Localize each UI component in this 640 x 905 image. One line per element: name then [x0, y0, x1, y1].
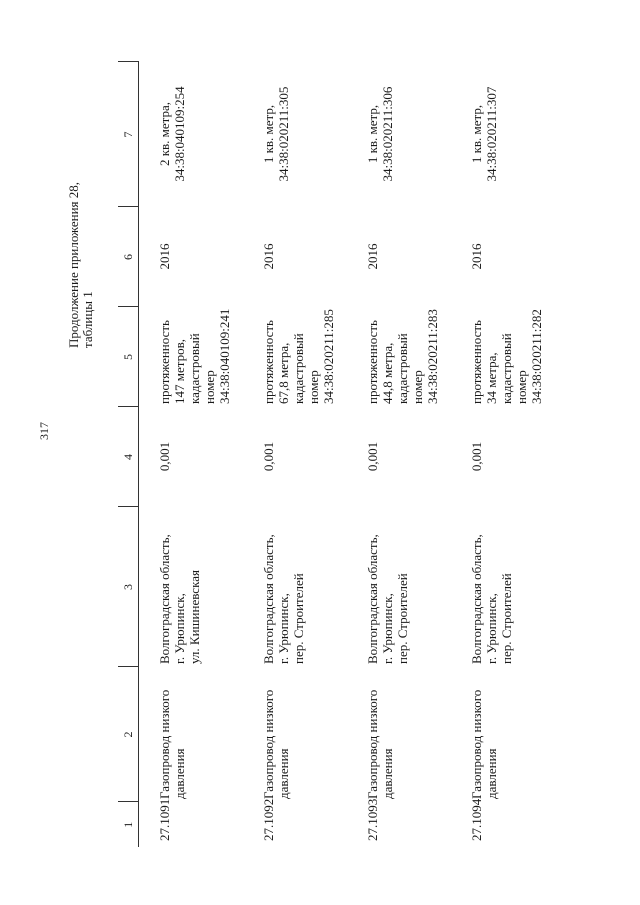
cell-line: кадастровый [499, 333, 514, 404]
cell-line: номер [202, 370, 217, 404]
cell-line: г. Урюпинск, [484, 593, 499, 664]
cell-line: давления [380, 748, 395, 799]
cell-line: 67,8 метра, [276, 342, 291, 404]
cell-line: 1 кв. метр, [469, 104, 484, 164]
cell-id: 27.1092 [261, 798, 276, 841]
cell-line: 34:38:020211:305 [276, 86, 291, 182]
cell-description [243, 307, 347, 407]
cell-address [451, 507, 555, 667]
cell-line: пер. Строителей [395, 573, 410, 664]
cell-line: 34:38:020211:282 [529, 309, 544, 404]
cell-line: кадастровый [291, 333, 306, 404]
cell-line: ул. Кишиневская [187, 570, 202, 664]
col-header-6: 6 [118, 207, 139, 307]
caption-line-2: таблицы 1 [80, 291, 95, 348]
col-header-4: 4 [118, 407, 139, 507]
cell-land-plot [347, 62, 451, 207]
col-header-2: 2 [118, 667, 139, 802]
cell-object-name [451, 667, 555, 802]
table-row [243, 62, 347, 847]
caption-line-1: Продолжение приложения 28, [66, 181, 81, 348]
cell-line: 34 метра, [484, 352, 499, 404]
cell-line: кадастровый [187, 333, 202, 404]
cell-description [139, 307, 244, 407]
cell-value: 0,001 [365, 441, 380, 472]
cell-line: пер. Строителей [291, 573, 306, 664]
cell-land-plot [139, 62, 244, 207]
cell-line: давления [276, 748, 291, 799]
cell-line: давления [484, 748, 499, 799]
cell-line: г. Урюпинск, [380, 593, 395, 664]
cell-value: 0,001 [469, 441, 484, 472]
cell-line: 2 кв. метра, [157, 101, 172, 167]
cell-line: 34:38:040109:241 [217, 308, 232, 404]
cell-line: 34:38:020211:307 [484, 86, 499, 182]
cell-line: протяженность [365, 320, 380, 404]
cell-line: 34:38:020211:306 [380, 86, 395, 182]
cell-line: Газопровод низкого [469, 689, 484, 799]
cell-object-name [139, 667, 244, 802]
cell-line: Газопровод низкого [365, 689, 380, 799]
table-row [139, 62, 244, 847]
table-row [451, 62, 555, 847]
cell-line: протяженность [157, 320, 172, 404]
cell-line: Волгоградская область, [261, 534, 276, 664]
cell-line: Газопровод низкого [261, 689, 276, 799]
cell-line: 1 кв. метр, [365, 104, 380, 164]
data-table [118, 62, 555, 848]
page-number: 317 [37, 422, 51, 440]
cell-line: номер [410, 370, 425, 404]
cell-year: 2016 [157, 243, 172, 270]
cell-line: протяженность [469, 320, 484, 404]
col-header-7: 7 [118, 62, 139, 207]
col-header-1: 1 [118, 802, 139, 847]
cell-line: г. Урюпинск, [172, 593, 187, 664]
cell-object-name [243, 667, 347, 802]
col-header-5: 5 [118, 307, 139, 407]
cell-id: 27.1094 [469, 798, 484, 841]
cell-line: 34:38:020211:283 [425, 309, 440, 404]
cell-address [243, 507, 347, 667]
table-row [347, 62, 451, 847]
cell-line: 34:38:020211:285 [321, 309, 336, 404]
cell-description [451, 307, 555, 407]
table-header-row [118, 62, 139, 847]
cell-line: номер [306, 370, 321, 404]
rotated-table-container [118, 62, 568, 847]
cell-line: Газопровод низкого [157, 689, 172, 799]
cell-land-plot [243, 62, 347, 207]
table-caption [66, 181, 95, 348]
cell-line: кадастровый [395, 333, 410, 404]
cell-year: 2016 [261, 243, 276, 270]
cell-line: 34:38:040109:254 [172, 86, 187, 182]
cell-year: 2016 [365, 243, 380, 270]
cell-line: 147 метров, [172, 339, 187, 404]
cell-line: пер. Строителей [499, 573, 514, 664]
cell-line: давления [172, 748, 187, 799]
cell-line: г. Урюпинск, [276, 593, 291, 664]
cell-value: 0,001 [261, 441, 276, 472]
cell-line: номер [514, 370, 529, 404]
cell-line: 44,8 метра, [380, 342, 395, 404]
cell-object-name [347, 667, 451, 802]
cell-address [139, 507, 244, 667]
cell-line: Волгоградская область, [157, 534, 172, 664]
cell-line: 1 кв. метр, [261, 104, 276, 164]
cell-line: Волгоградская область, [365, 534, 380, 664]
cell-value: 0,001 [157, 441, 172, 472]
cell-land-plot [451, 62, 555, 207]
cell-year: 2016 [469, 243, 484, 270]
cell-description [347, 307, 451, 407]
cell-line: Волгоградская область, [469, 534, 484, 664]
cell-address [347, 507, 451, 667]
col-header-3: 3 [118, 507, 139, 667]
cell-id: 27.1093 [365, 798, 380, 841]
cell-line: протяженность [261, 320, 276, 404]
cell-id: 27.1091 [157, 798, 172, 841]
